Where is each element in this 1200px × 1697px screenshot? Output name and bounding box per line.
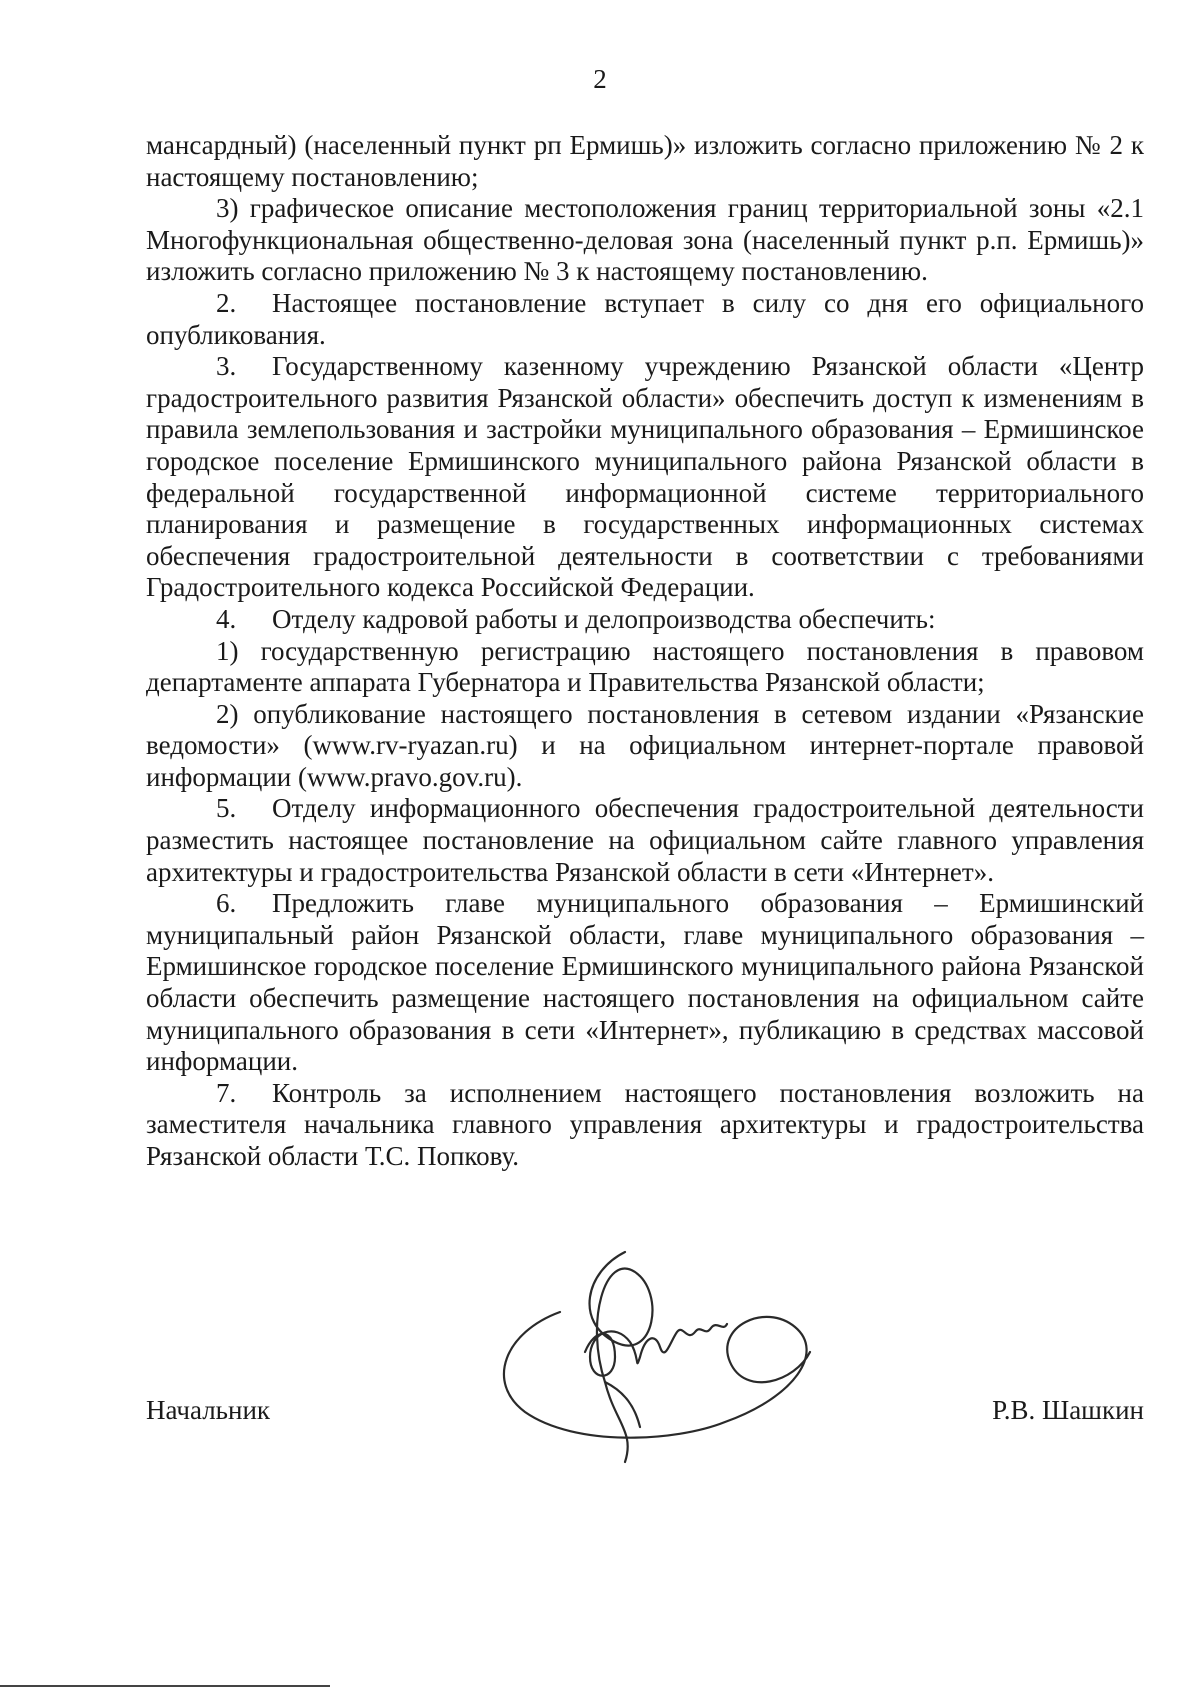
paragraph-number: 4. <box>216 603 237 634</box>
paragraph-7 <box>146 1078 1144 1173</box>
document-body <box>146 130 1144 1173</box>
paragraph-4-sub-1: 1) государственную регистрацию настоящего постановления в правовом департаменте аппарата Губернатора и Правительства Рязанской области; <box>146 635 1144 698</box>
paragraph-item-3: 3) графическое описание местоположения границ территориальной зоны «2.1 Многофункциональная общественно-деловая зона (населенный пункт р.п. Ермишь)» изложить согласно приложению № 3 к настоящему постановлению. <box>146 193 1144 287</box>
paragraph-number: 3. <box>216 351 237 382</box>
paragraph-4-sub-2: 2) опубликование настоящего постановления в сетевом издании «Рязанские ведомости» (www.rv-ryazan.ru) и на официальном интернет-портале правовой информации (www.pravo.gov.ru). <box>146 698 1144 792</box>
paragraph-text: Отделу информационного обеспечения градостроительной деятельности разместить настоящее постановление на официальном сайте главного управления архитектуры и градостроительства Рязанской области в сети «Интернет». <box>146 793 1144 887</box>
paragraph-2 <box>146 288 1144 351</box>
paragraph-text: Контроль за исполнением настоящего постановления возложить на заместителя начальника главного управления архитектуры и градостроительства Рязанской области Т.С. Попкову. <box>146 1077 1144 1171</box>
paragraph-text: Настоящее постановление вступает в силу со дня его официального опубликования. <box>146 287 1144 350</box>
paragraph-continuation: мансардный) (населенный пункт рп Ермишь)» изложить согласно приложению № 2 к настоящему постановлению; <box>146 130 1144 192</box>
signature-block <box>146 1395 1144 1435</box>
paragraph-text: Государственному казенному учреждению Рязанской области «Центр градостроительного развития Рязанской области» обеспечить доступ к изменениям в правила землепользования и застройки муниципального образования – Ермишинское городское поселение Ермишинского муниципального района Рязанской области в федеральной государственной информационной системе территориального планирования и размещение в государственных информационных системах обеспечения градостроительной деятельности в соответствии с требованиями Градостроительного кодекса Российской Федерации. <box>146 351 1144 603</box>
paragraph-4 <box>146 604 1144 636</box>
paragraph-6 <box>146 888 1144 1078</box>
paragraph-3 <box>146 351 1144 604</box>
handwritten-signature <box>465 1232 885 1472</box>
signatory-position: Начальник <box>146 1395 271 1425</box>
page-number: 2 <box>593 64 607 94</box>
paragraph-text: Отделу кадровой работы и делопроизводства обеспечить: <box>272 603 936 634</box>
signatory-name: Р.В. Шашкин <box>992 1395 1144 1425</box>
paragraph-text: Предложить главе муниципального образования – Ермишинский муниципальный район Рязанской области, главе муниципального образования – Ермишинское городское поселение Ермишинского муниципального района Рязанской области обеспечить размещение настоящего постановления на официальном сайте муниципального образования в сети «Интернет», публикацию в средствах массовой информации. <box>146 888 1144 1077</box>
scan-edge-line <box>0 1685 330 1687</box>
paragraph-5 <box>146 793 1144 888</box>
paragraph-number: 2. <box>216 287 237 318</box>
paragraph-number: 5. <box>216 793 237 824</box>
paragraph-number: 7. <box>216 1077 237 1108</box>
paragraph-number: 6. <box>216 888 237 919</box>
